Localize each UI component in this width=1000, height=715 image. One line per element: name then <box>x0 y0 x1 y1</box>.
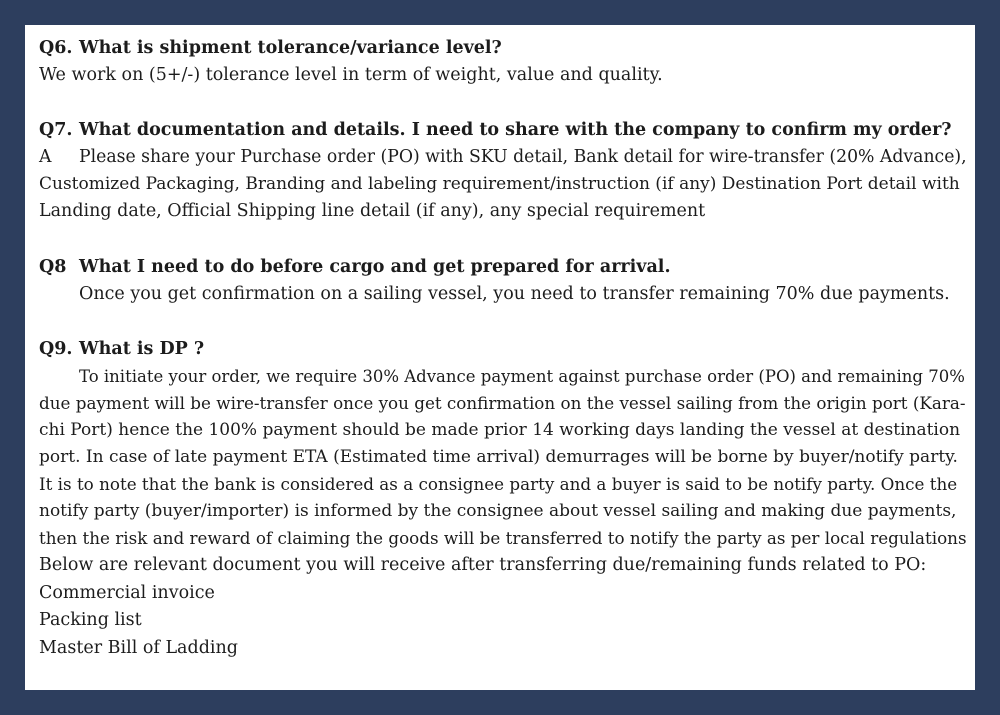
q7-number: Q7. <box>39 120 73 140</box>
q8-heading <box>39 254 671 281</box>
q7-answer-line-1 <box>39 144 967 171</box>
q9-answer-line-7: then the risk and reward of claiming the goods will be transferred to notify the party as per local regulations <box>39 528 967 548</box>
q8-number: Q8 <box>39 257 67 277</box>
faq-panel <box>25 25 975 690</box>
q9-number: Q9. <box>39 339 73 359</box>
q9-document-1: Commercial invoice <box>39 583 215 603</box>
q9-answer-line-8: Below are relevant document you will receive after transferring due/remaining funds related to PO: <box>39 555 927 575</box>
q7-question: What documentation and details. I need to share with the company to confirm my order? <box>79 120 952 140</box>
q9-answer-line-6: notify party (buyer/importer) is informed by the consignee about vessel sailing and making due payments, <box>39 501 957 521</box>
q6-question: What is shipment tolerance/variance level? <box>79 38 502 58</box>
q9-answer-line-5: It is to note that the bank is considered as a consignee party and a buyer is said to be notify party. Once the <box>39 474 958 494</box>
q9-question: What is DP ? <box>79 339 205 359</box>
q9-answer-line-2: due payment will be wire-transfer once you get confirmation on the vessel sailing from the origin port (Kara- <box>39 393 966 413</box>
q7-answer-marker: A <box>39 147 52 167</box>
q6-answer: We work on (5+/-) tolerance level in term of weight, value and quality. <box>39 65 663 85</box>
q9-answer-line-1: To initiate your order, we require 30% Advance payment against purchase order (PO) and remaining 70% <box>79 367 965 386</box>
q7-heading <box>39 117 952 144</box>
q9-answer-line-4: port. In case of late payment ETA (Estimated time arrival) demurrages will be borne by buyer/notify party. <box>39 447 958 467</box>
q9-answer-line-3: chi Port) hence the 100% payment should be made prior 14 working days landing the vessel at destination <box>39 420 961 440</box>
q6-number: Q6. <box>39 38 73 58</box>
q7-answer-line-2: Customized Packaging, Branding and labeling requirement/instruction (if any) Destination Port detail with <box>39 174 960 194</box>
q7-answer-line-3: Landing date, Official Shipping line detail (if any), any special requirement <box>39 201 706 221</box>
q6-heading <box>39 35 502 62</box>
q8-question: What I need to do before cargo and get prepared for arrival. <box>79 257 671 277</box>
q7-answer-text-1: Please share your Purchase order (PO) with SKU detail, Bank detail for wire-transfer (20% Advance), <box>79 147 967 167</box>
q9-document-2: Packing list <box>39 610 142 630</box>
q8-answer: Once you get confirmation on a sailing vessel, you need to transfer remaining 70% due payments. <box>79 284 950 304</box>
q9-document-3: Master Bill of Ladding <box>39 638 238 658</box>
q9-heading <box>39 336 204 363</box>
